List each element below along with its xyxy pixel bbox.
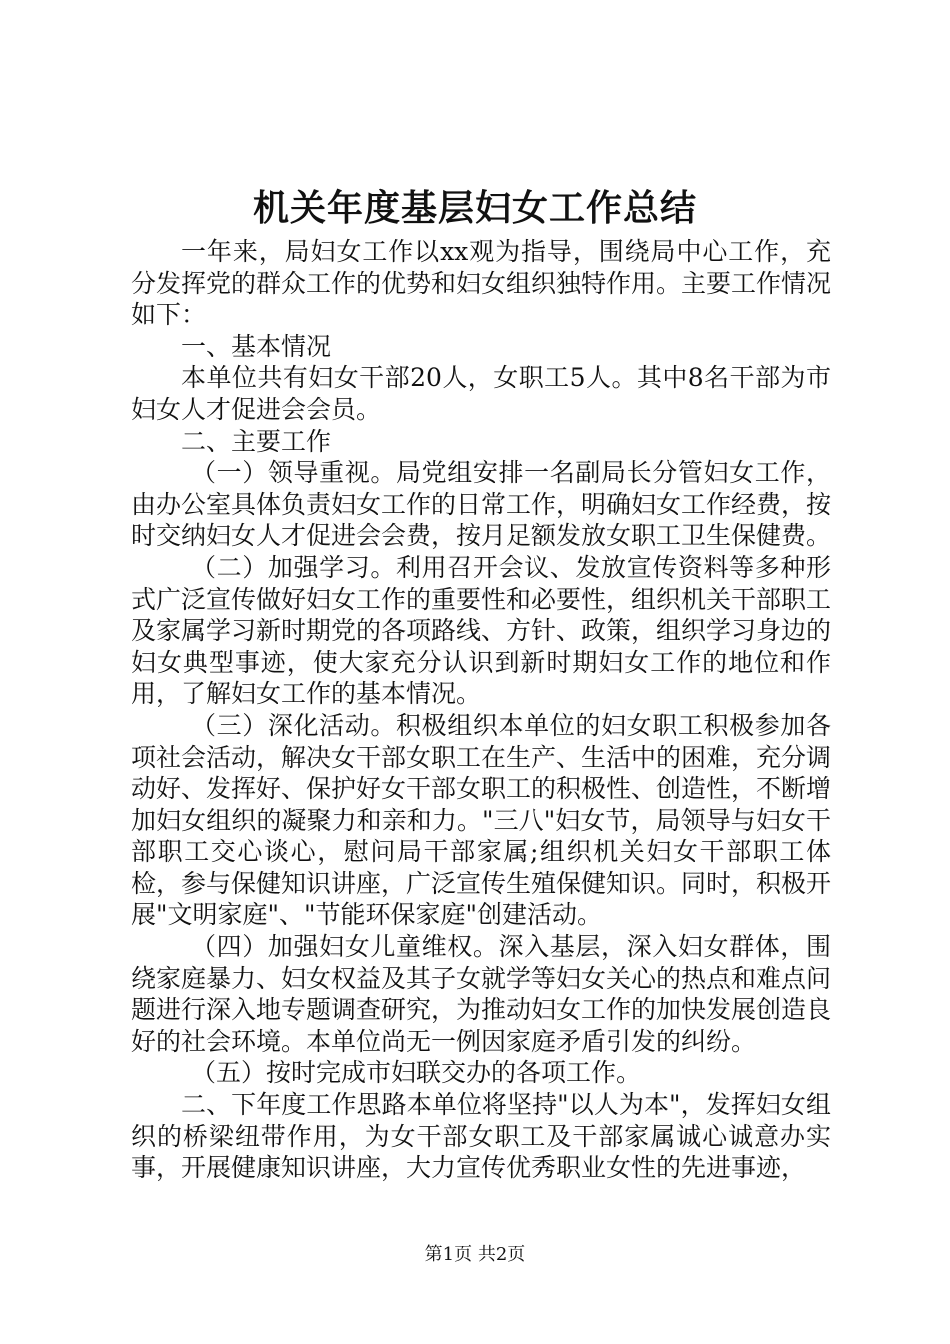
paragraph-leadership: （一）领导重视。局党组安排一名副局长分管妇女工作，由办公室具体负责妇女工作的日常工作，明确妇女工作经费，按时交纳妇女人才促进会会费，按月足额发放女职工卫生保健费。 — [131, 458, 832, 551]
paragraph-intro: 一年来，局妇女工作以xx观为指导，围绕局中心工作，充分发挥党的群众工作的优势和妇女组织独特作用。主要工作情况如下： — [131, 237, 832, 330]
paragraph-next-year: 二、下年度工作思路本单位将坚持"以人为本"，发挥妇女组织的桥梁纽带作用，为女干部女职工及干部家属诚心诚意办实事，开展健康知识讲座，大力宣传优秀职业女性的先进事迹， — [131, 1090, 831, 1183]
paragraph-activities: （三）深化活动。积极组织本单位的妇女职工积极参加各项社会活动，解决女干部女职工在生产、生活中的困难，充分调动好、发挥好、保护好女干部女职工的积极性、创造性，不断增加妇女组织的凝聚力和亲和力。"三八"妇女节，局领导与妇女干部职工交心谈心，慰问局干部家属;组织机关妇女干部职工体检，参与保健知识讲座，广泛宣传生殖保健知识。同时，积极开展"文明家庭"、"节能环保家庭"创建活动。 — [131, 710, 832, 930]
heading-main-work: 二、主要工作 — [181, 426, 332, 456]
paragraph-rights: （四）加强妇女儿童维权。深入基层，深入妇女群体，围绕家庭暴力、妇女权益及其子女就学等妇女关心的热点和难点问题进行深入地专题调查研究，为推动妇女工作的加快发展创造良好的社会环境。本单位尚无一例因家庭矛盾引发的纠纷。 — [131, 932, 832, 1056]
heading-basic-situation: 一、基本情况 — [181, 331, 332, 361]
document-title: 机关年度基层妇女工作总结 — [252, 187, 697, 229]
page-number-footer: 第1页 共2页 — [424, 1244, 526, 1265]
paragraph-study: （二）加强学习。利用召开会议、发放宣传资料等多种形式广泛宣传做好妇女工作的重要性和必要性，组织机关干部职工及家属学习新时期党的各项路线、方针、政策，组织学习身边的妇女典型事迹，使大家充分认识到新时期妇女工作的地位和作用，了解妇女工作的基本情况。 — [131, 552, 832, 709]
document-body — [131, 236, 831, 1184]
paragraph-tasks: （五）按时完成市妇联交办的各项工作。 — [191, 1058, 642, 1088]
paragraph-basic-situation: 本单位共有妇女干部20人，女职工5人。其中8名干部为市妇女人才促进会会员。 — [131, 363, 831, 424]
